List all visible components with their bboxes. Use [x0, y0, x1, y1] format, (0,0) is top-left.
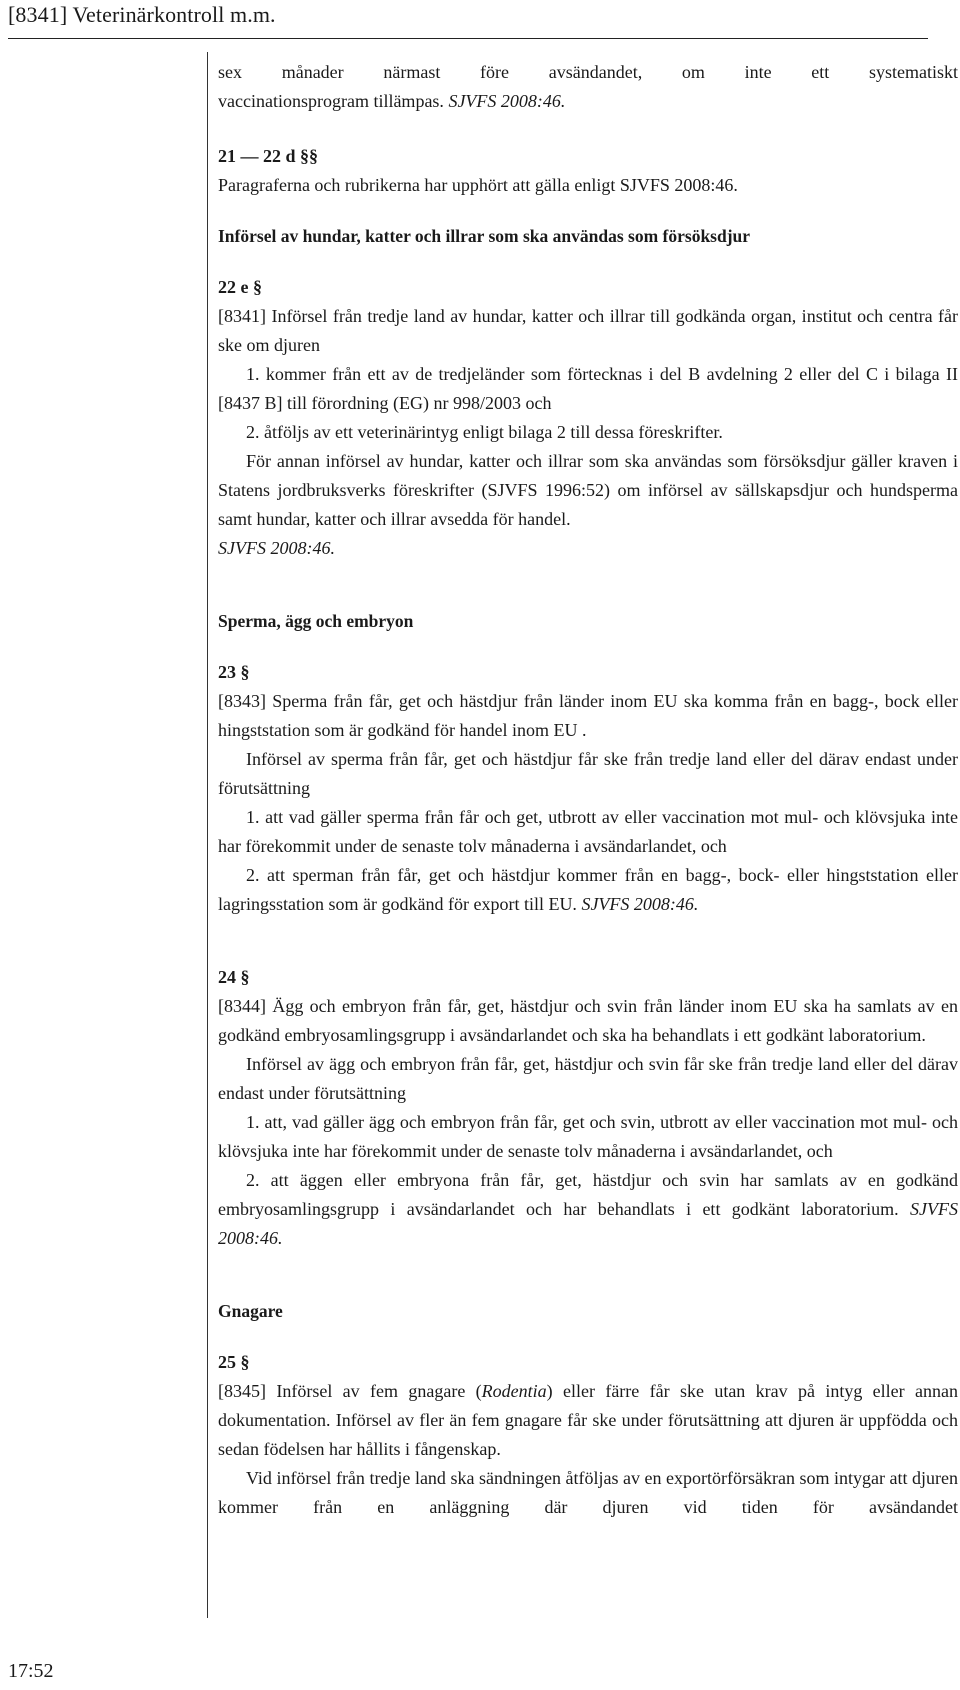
page-header [8, 0, 928, 39]
paragraph-24-text-2: Införsel av ägg och embryon från får, get, hästdjur och svin får ske från tredje land eller del därav endast under förutsättning [218, 1054, 958, 1103]
paragraph-number-23: 23 § [218, 662, 250, 682]
paragraph-21-text: Paragraferna och rubrikerna har upphört att gälla enligt SJVFS 2008:46. [218, 175, 738, 195]
continued-text-end: vaccinationsprogram tillämpas. SJVFS 2008:46. [218, 91, 566, 111]
paragraph-number-21: 21 — 22 d §§ [218, 146, 319, 166]
paragraph-25-text-2: Vid införsel från tredje land ska sändningen åtföljas av en exportörförsäkran som intygar att djuren kommer från en anläggning där djuren vid tiden för avsändandet [218, 1468, 958, 1517]
continued-text: sex månader närmast före avsändandet, om inte ett systematiskt [218, 62, 958, 82]
paragraph-22e-item-1: 1. kommer från ett av de tredjeländer som förtecknas i del B avdelning 2 eller del C i bilaga II [8437 B] till förordning (EG) nr 998/2003 och [218, 364, 958, 413]
margin-rule [207, 52, 208, 1618]
source-reference: SJVFS 2008:46. [448, 91, 566, 111]
source-reference: SJVFS 2008:46. [218, 1199, 958, 1248]
paragraph-23-item-2: 2. att sperman från får, get och hästdjur kommer från en bagg-, bock- eller hingststation eller lagringsstation som är godkänd för export till EU. SJVFS 2008:46. [218, 865, 958, 914]
section-heading-gnagare: Gnagare [218, 1301, 283, 1321]
paragraph-22e-text-2: För annan införsel av hundar, katter och illrar som ska användas som försöksdjur gäller kraven i Statens jordbruksverks föreskrifter (SJVFS 1996:52) om införsel av sällskapsdjur och hundsperma samt hundar, katter och illrar avsedda för handel. [218, 451, 958, 529]
paragraph-22e-text: [8341] Införsel från tredje land av hundar, katter och illrar till godkända organ, institut och centra får ske om djuren [218, 306, 958, 355]
source-reference: SJVFS 2008:46. [218, 538, 335, 558]
paragraph-number-22e: 22 e § [218, 277, 262, 297]
footer-time: 17:52 [8, 1660, 54, 1682]
section-heading-sperma: Sperma, ägg och embryon [218, 611, 414, 631]
document-body [218, 58, 958, 1522]
paragraph-23-item-1: 1. att vad gäller sperma från får och get, utbrott av eller vaccination mot mul- och klövsjuka inte har förekommit under de senaste tolv månaderna i avsändarlandet, och [218, 807, 958, 856]
paragraph-number-24: 24 § [218, 967, 250, 987]
paragraph-23-text: [8343] Sperma från får, get och hästdjur från länder inom EU ska komma från en bagg-, bock eller hingststation som är godkänd för handel inom EU . [218, 691, 958, 740]
paragraph-number-25: 25 § [218, 1352, 250, 1372]
paragraph-24-item-2: 2. att äggen eller embryona från får, get, hästdjur och svin har samlats av en godkänd embryosamlingsgrupp i avsändarlandet och har behandlats i ett godkänt laboratorium. SJVFS 2008:46. [218, 1170, 958, 1248]
paragraph-25-text: [8345] Införsel av fem gnagare (Rodentia) eller färre får ske utan krav på intyg eller annan dokumentation. Införsel av fler än fem gnagare får ske under förutsättning att djuren är uppfödda och sedan födelsen har hållits i fångenskap. [218, 1381, 958, 1459]
section-heading-forsoksdjur: Införsel av hundar, katter och illrar som ska användas som försöksdjur [218, 226, 751, 246]
paragraph-23-text-2: Införsel av sperma från får, get och hästdjur får ske från tredje land eller del därav endast under förutsättning [218, 749, 958, 798]
paragraph-22e-item-2: 2. åtföljs av ett veterinärintyg enligt bilaga 2 till dessa föreskrifter. [246, 422, 723, 442]
page-header-title: [8341] Veterinärkontroll m.m. [8, 2, 276, 27]
paragraph-24-item-1: 1. att, vad gäller ägg och embryon från får, get och svin, utbrott av eller vaccination mot mul- och klövsjuka inte har förekommit under de senaste tolv månaderna i avsändarlandet, och [218, 1112, 958, 1161]
latin-term: Rodentia [481, 1381, 547, 1401]
paragraph-24-text: [8344] Ägg och embryon från får, get, hästdjur och svin från länder inom EU ska ha samlats av en godkänd embryosamlingsgrupp i avsändarlandet och ska ha behandlats i ett godkänt laboratorium. [218, 996, 958, 1045]
source-reference: SJVFS 2008:46. [581, 894, 699, 914]
